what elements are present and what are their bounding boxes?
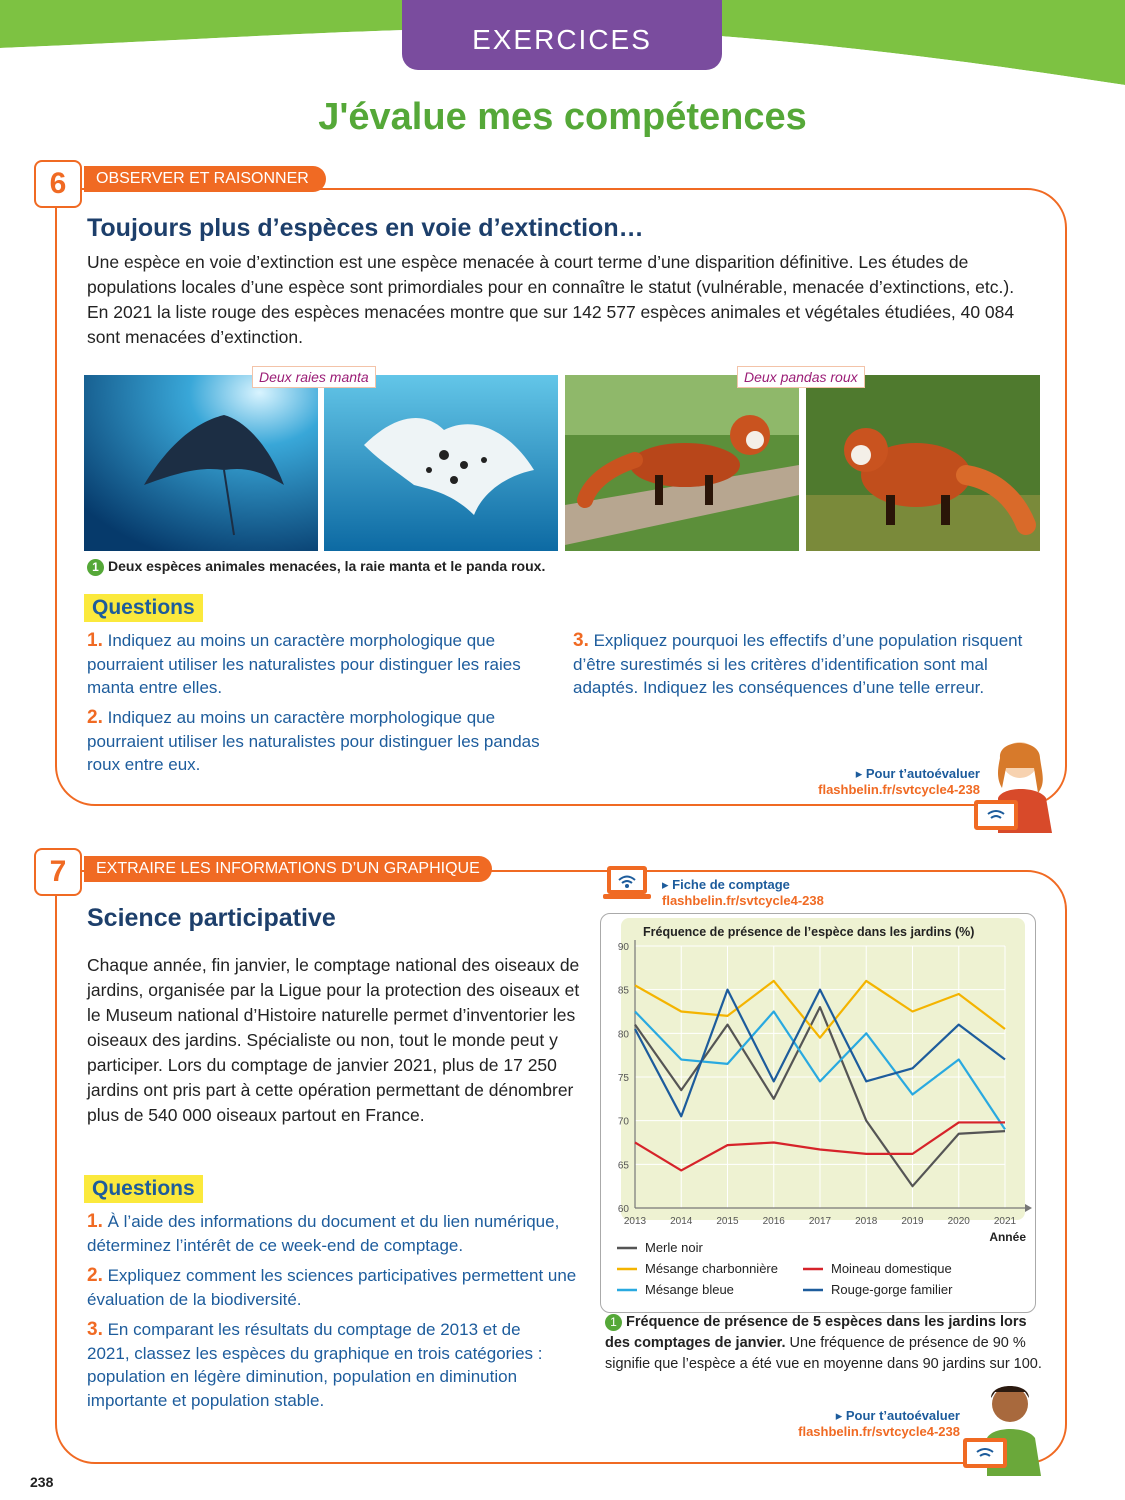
exercise-6-selfeval-link[interactable] [790, 766, 980, 797]
x-tick-label: 2019 [901, 1216, 924, 1227]
exercise-7-skill-banner: EXTRAIRE LES INFORMATIONS D’UN GRAPHIQUE [84, 856, 492, 882]
x-tick-label: 2015 [716, 1216, 739, 1227]
question-text: Expliquez comment les sciences participatives permettent une évaluation de la biodiversité. [87, 1266, 577, 1309]
legend-label-1: Merle noir [645, 1240, 703, 1255]
y-tick-label: 65 [617, 1160, 629, 1172]
y-tick-label: 90 [617, 942, 629, 953]
y-tick-label: 70 [617, 1116, 629, 1128]
exercises-tab [402, 0, 722, 70]
question-number: 2. [87, 1265, 103, 1286]
y-tick-label: 60 [617, 1204, 629, 1215]
question-number: 2. [87, 707, 103, 728]
exercise-6-question-3 [573, 629, 1023, 700]
legend-label-5: Rouge-gorge familier [831, 1282, 953, 1297]
exercise-7-number: 7 [34, 848, 82, 896]
manta-ray-photo-2 [324, 375, 558, 551]
bird-frequency-chart [600, 913, 1036, 1313]
fiche-url[interactable]: flashbelin.fr/svtcycle4-238 [662, 893, 824, 908]
exercise-6-caption [87, 558, 545, 576]
x-tick-label: 2016 [762, 1216, 785, 1227]
y-tick-label: 80 [617, 1029, 629, 1041]
exercise-7-question-3 [87, 1318, 567, 1412]
selfeval-url[interactable]: flashbelin.fr/svtcycle4-238 [818, 782, 980, 797]
x-tick-label: 2018 [855, 1216, 878, 1227]
exercise-7-title: Science participative [87, 904, 336, 932]
x-tick-label: 2021 [993, 1216, 1017, 1227]
exercise-6-title: Toujours plus d’espèces en voie d’extinction… [87, 214, 644, 242]
page-title: J'évalue mes compétences [318, 96, 807, 138]
question-text: Expliquez pourquoi les effectifs d’une population risquent d’être surestimés si les critères d’identification sont mal adaptés. Indiquez les conséquences d’une telle erreur. [573, 631, 1023, 697]
fiche-label: ▸ Fiche de comptage [662, 877, 790, 892]
x-tick-label: 2020 [947, 1216, 970, 1227]
exercises-tab-label: EXERCICES [472, 24, 652, 55]
legend-label-2: Mésange charbonnière [645, 1261, 778, 1276]
y-tick-label: 75 [617, 1073, 629, 1084]
girl-with-laptop-illustration [968, 738, 1058, 838]
exercise-6-question-2 [87, 706, 547, 777]
exercise-7-question-2 [87, 1264, 587, 1311]
red-panda-photo-1 [565, 375, 799, 551]
x-tick-label: 2014 [670, 1216, 693, 1227]
chart-title: Fréquence de présence de l’espèce dans les jardins (%) [643, 925, 975, 939]
x-axis-label: Année [989, 1230, 1026, 1244]
legend-label-4: Moineau domestique [831, 1261, 952, 1276]
exercise-7-chart-caption [605, 1312, 1045, 1375]
chart-caption-rest: Une fréquence de présence de 90 % signifie que l’espèce a été vue en moyenne dans 90 jardins sur 100. [605, 1335, 1042, 1372]
caption-text: Deux espèces animales menacées, la raie manta et le panda roux. [108, 558, 546, 574]
exercise-6-questions-label: Questions [84, 594, 203, 622]
exercise-6-number: 6 [34, 160, 82, 208]
question-text: En comparant les résultats du comptage de 2013 et de 2021, classez les espèces du graphique en trois catégories : population en légère diminution, population en diminution importante et population stable. [87, 1320, 543, 1410]
boy-with-laptop-illustration [955, 1380, 1047, 1476]
selfeval-url[interactable]: flashbelin.fr/svtcycle4-238 [798, 1424, 960, 1439]
x-tick-label: 2013 [623, 1216, 647, 1227]
exercise-6-question-1 [87, 629, 547, 700]
fiche-comptage-link[interactable] [662, 877, 824, 908]
exercise-7-selfeval-link[interactable] [770, 1408, 960, 1439]
question-number: 3. [87, 1319, 103, 1340]
red-panda-photo-2 [806, 375, 1040, 551]
question-text: À l’aide des informations du document et du lien numérique, déterminez l’intérêt de ce week-end de comptage. [87, 1212, 560, 1255]
laptop-wifi-icon [603, 864, 651, 902]
exercise-6-skill-banner: OBSERVER ET RAISONNER [84, 166, 326, 192]
exercise-7-question-1 [87, 1210, 587, 1257]
question-text: Indiquez au moins un caractère morphologique que pourraient utiliser les naturalistes pour distinguer les pandas roux entre eux. [87, 708, 540, 774]
manta-ray-photo-1 [84, 375, 318, 551]
exercise-7-questions-label: Questions [84, 1175, 203, 1203]
x-tick-label: 2017 [808, 1216, 832, 1227]
exercise-6-intro: Une espèce en voie d’extinction est une espèce menacée à court terme d’une disparition définitive. Les études de populations locales d’une espèce sont primordiales pour en connaître le statut (vulnérable, menacée d’extinctions, etc.). En 2021 la liste rouge des espèces menacées montre que sur 142 577 espèces animales et végétales étudiées, 40 084 sont menacées d’extinction. [87, 252, 1015, 347]
selfeval-label: ▸ Pour t’autoévaluer [835, 1408, 960, 1423]
page-number: 238 [30, 1474, 54, 1490]
chart-svg [601, 914, 1035, 1312]
exercise-7-intro: Chaque année, fin janvier, le comptage national des oiseaux de jardins, organisée par la Ligue pour la protection des oiseaux et le Museum national d’Histoire naturelle permet d’inventorier les oiseaux des jardins. Spécialiste ou non, tout le monde peut y participer. Lors du comptage de janvier 2021, plus de 17 250 jardins ont pris part à cette opération permettant de dénombrer plus de 540 000 oiseaux partout en France. [87, 955, 580, 1125]
photo-tag-manta: Deux raies manta [252, 366, 376, 388]
chart-caption-number: 1 [605, 1314, 622, 1331]
question-text: Indiquez au moins un caractère morphologique que pourraient utiliser les naturalistes pour distinguer les raies manta entre elles. [87, 631, 521, 697]
question-number: 3. [573, 630, 589, 651]
y-tick-label: 85 [617, 985, 629, 997]
legend-label-3: Mésange bleue [645, 1282, 734, 1297]
question-number: 1. [87, 1211, 103, 1232]
question-number: 1. [87, 630, 103, 651]
caption-number: 1 [87, 559, 104, 576]
x-axis-arrow [1025, 1204, 1032, 1212]
selfeval-label: ▸ Pour t’autoévaluer [855, 766, 980, 781]
photo-tag-panda: Deux pandas roux [737, 366, 865, 388]
chart-caption-bold: Fréquence de présence de 5 espèces dans les jardins lors des comptages de janvier. [605, 1314, 1027, 1351]
